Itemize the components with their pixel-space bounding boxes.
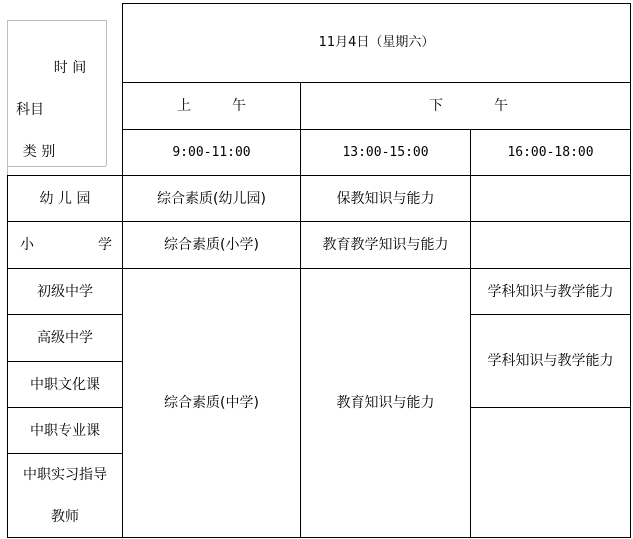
afternoon-label-second: 午: [494, 98, 508, 114]
corner-category-label: 类 别: [22, 144, 56, 160]
afternoon-label-first: 下: [429, 98, 443, 114]
vocational-practice-line-2: 教师: [51, 508, 79, 525]
primary-label-right: 学: [98, 237, 112, 253]
primary-slot-1: 综合素质(小学): [164, 237, 259, 253]
secondary-slot-2: 教育知识与能力: [336, 395, 435, 411]
category-vocational-culture: 中职文化课: [30, 376, 100, 393]
category-vocational-practice: [8, 454, 122, 537]
category-primary: [8, 222, 122, 268]
kindergarten-slot-2: 保教知识与能力: [336, 190, 435, 207]
category-senior-high: 高级中学: [37, 330, 93, 346]
primary-label-left: 小: [20, 237, 34, 253]
corner-time-label: 时 间: [53, 60, 87, 76]
exam-date: 11月4日（星期六）: [318, 35, 435, 50]
morning-period-label: [123, 83, 300, 129]
table-border-right: [630, 3, 631, 538]
junior-high-slot-3: 学科知识与教学能力: [487, 283, 614, 300]
secondary-slot-1: 综合素质(中学): [164, 395, 259, 411]
kindergarten-slot-1: 综合素质(幼儿园): [157, 190, 266, 207]
category-kindergarten: 幼 儿 园: [39, 190, 91, 207]
category-vocational-major: 中职专业课: [30, 422, 100, 439]
senior-high-slot3-bottom: [470, 407, 630, 408]
corner-subject-label: 科目: [16, 102, 44, 118]
corner-box-left: [7, 20, 8, 175]
afternoon-period-label: [301, 83, 630, 129]
morning-label-second: 午: [232, 98, 246, 114]
table-border-bottom: [7, 537, 630, 538]
primary-slot-2: 教育教学知识与能力: [322, 237, 449, 253]
morning-label-first: 上: [177, 98, 191, 114]
category-junior-high: 初级中学: [37, 283, 93, 300]
slot-2-time: 13:00-15:00: [342, 144, 429, 160]
corner-box-bottom: [7, 166, 106, 167]
vocational-practice-line-1: 中职实习指导: [23, 466, 107, 483]
slot-3-time: 16:00-18:00: [507, 144, 594, 160]
corner-box-right: [106, 20, 107, 166]
corner-box-top: [7, 20, 106, 21]
slot-1-time: 9:00-11:00: [172, 144, 251, 160]
senior-high-slot-3: 学科知识与教学能力: [487, 353, 614, 369]
